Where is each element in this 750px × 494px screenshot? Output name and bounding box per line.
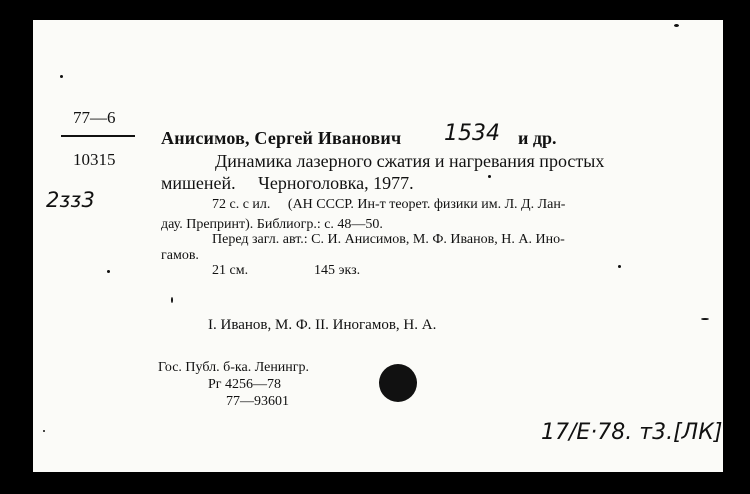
- handwritten-bottom-note: 17/Е·78. т3.[ЛК]: [541, 420, 723, 445]
- punch-hole: [379, 364, 417, 402]
- tracing-line: I. Иванов, М. Ф. II. Иногамов, Н. А.: [208, 317, 437, 333]
- author-suffix: и др.: [518, 128, 557, 148]
- author-heading: Анисимов, Сергей Иванович: [161, 128, 402, 148]
- title-line-2: мишеней. Черноголовка, 1977.: [161, 173, 414, 193]
- speck: [171, 297, 173, 303]
- description-line-2: дау. Препринт). Библиогр.: с. 48—50.: [161, 217, 383, 232]
- speck: [701, 318, 709, 320]
- speck: [674, 24, 679, 27]
- handwritten-number: 1534: [444, 121, 500, 146]
- description-line-4: гамов.: [161, 248, 199, 263]
- speck: [43, 430, 45, 432]
- catalog-card: [33, 20, 723, 472]
- call-number-rule: [61, 135, 135, 137]
- speck: [488, 175, 491, 178]
- publisher-line-3: 77—93601: [226, 394, 289, 409]
- description-copies: 145 экз.: [314, 263, 361, 278]
- call-number-top: 77—6: [73, 108, 116, 127]
- description-line-1: 72 с. с ил. (АН СССР. Ин-т теорет. физики им. Л. Д. Лан-: [212, 197, 566, 212]
- publisher-line-1: Гос. Публ. б-ка. Ленингр.: [158, 360, 310, 375]
- speck: [60, 75, 63, 78]
- title-line-1: Динамика лазерного сжатия и нагревания простых: [215, 151, 605, 171]
- speck: [618, 265, 621, 268]
- speck: [107, 270, 110, 273]
- description-size: 21 см.: [212, 263, 249, 278]
- call-number-bottom: 10315: [73, 150, 116, 169]
- publisher-line-2: Рг 4256—78: [208, 377, 282, 392]
- description-line-3: Перед загл. авт.: С. И. Анисимов, М. Ф. Иванов, Н. А. Ино-: [212, 232, 565, 247]
- handwritten-left-note: 2ᴣᴣ3: [46, 188, 95, 212]
